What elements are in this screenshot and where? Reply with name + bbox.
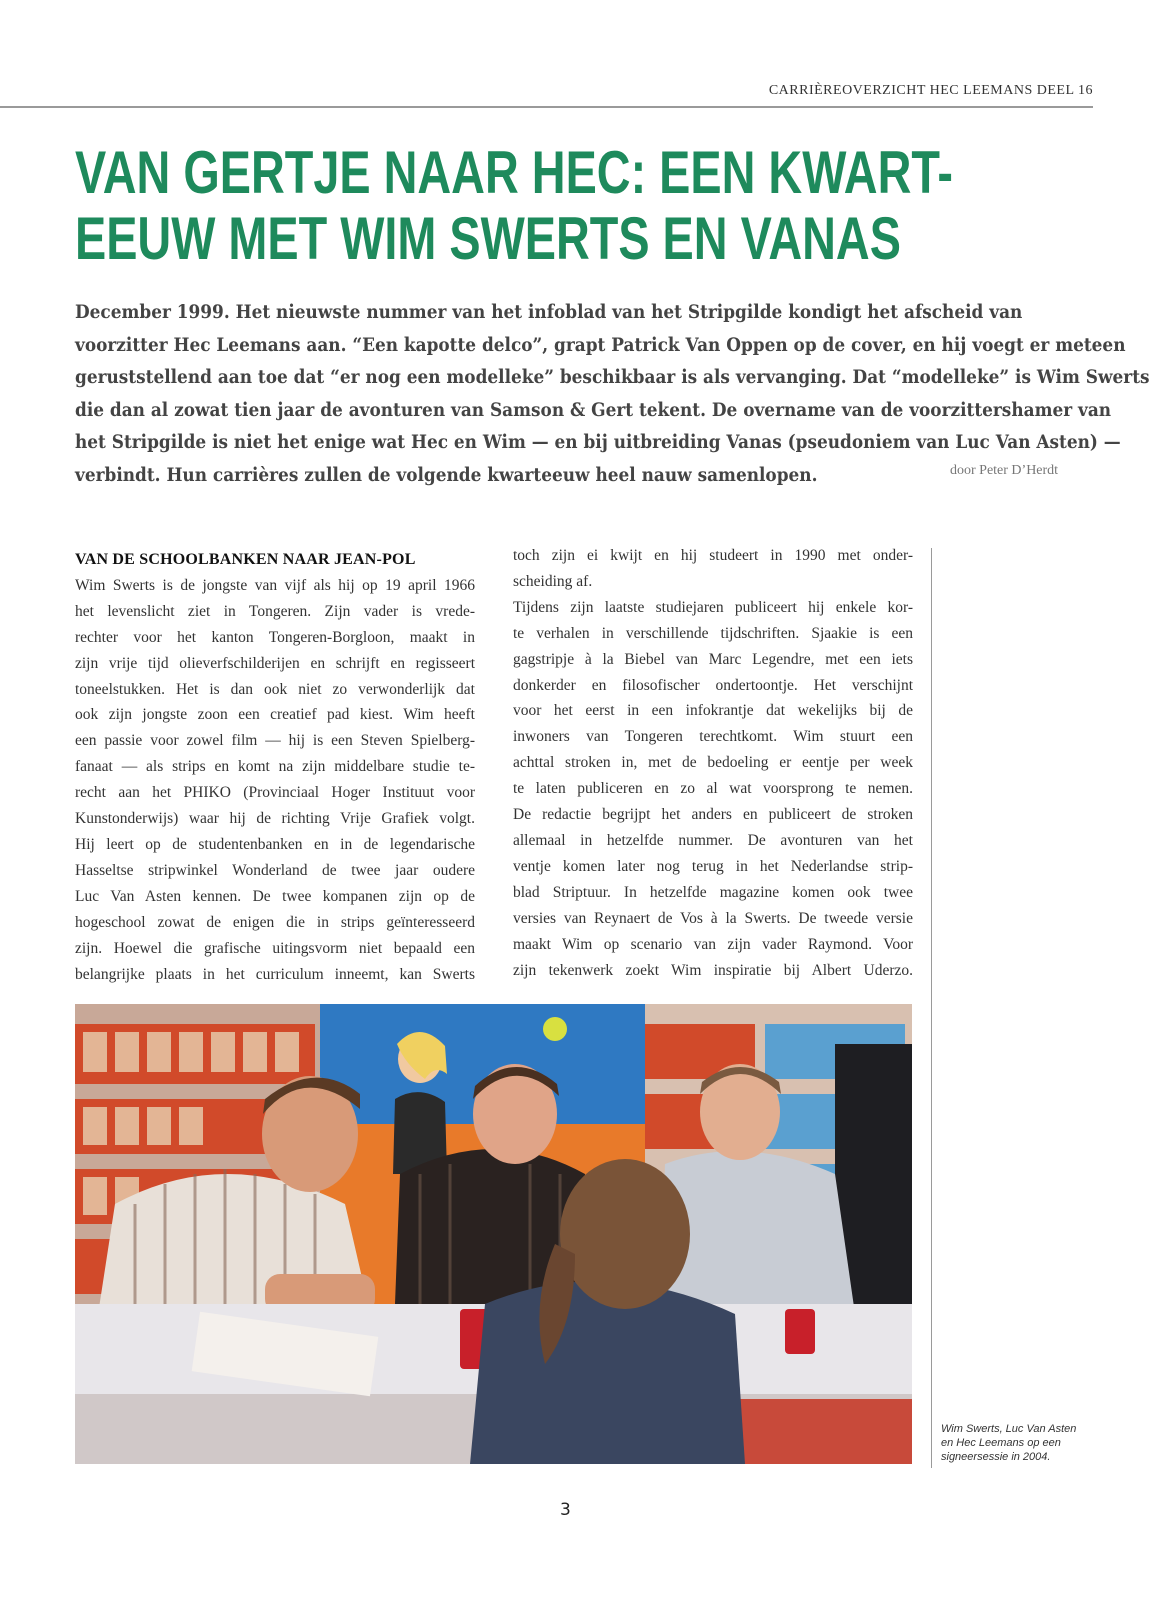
body-line: recht aan het PHIKO (Provinciaal Hoger Instituut voor [75, 784, 475, 802]
body-line: een passie voor zowel film — hij is een Steven Spielberg- [75, 732, 475, 750]
page-number: 3 [560, 1500, 571, 1520]
body-line: Luc Van Asten kennen. De twee kompanen zijn op de [75, 887, 475, 905]
running-header: CARRIÈREOVERZICHT HEC LEEMANS DEEL 16 [768, 83, 1093, 98]
body-line: fanaat — als strips en komt na zijn middelbare studie te- [75, 758, 475, 776]
title-line: EEUW MET WIM SWERTS EN VANAS [75, 205, 901, 272]
body-line: Wim Swerts is de jongste van vijf als hij op 19 april 1966 [75, 576, 475, 594]
body-line: donkerder en filosofischer ondertoontje. Het verschijnt [513, 676, 913, 694]
body-line: allemaal in hetzelfde nummer. De avonturen van het [513, 831, 913, 849]
intro-line: die dan al zowat tien jaar de avonturen van Samson & Gert tekent. De overname van de voorzittershamer van [75, 398, 1112, 421]
body-column-2 [513, 543, 913, 983]
body-line: zijn vrije tijd olieverfschilderijen en schrijft en regisseert [75, 654, 475, 672]
body-line: voor het eerst in een infokrantje dat wekelijks bij de [513, 702, 913, 720]
article-title [75, 139, 953, 272]
body-line: Tijdens zijn laatste studiejaren publiceert hij enkele kor- [513, 598, 913, 616]
title-line: VAN GERTJE NAAR HEC: EEN KWART- [75, 139, 953, 206]
header-rule [0, 106, 1093, 108]
photo-caption [941, 1422, 1081, 1464]
signing-session-photo [75, 1004, 912, 1464]
body-line: rechter voor het kanton Tongeren-Borgloon, maakt in [75, 628, 475, 646]
body-line: toneelstukken. Het is dan ook niet zo verwonderlijk dat [75, 680, 475, 698]
intro-line: December 1999. Het nieuwste nummer van het infoblad van het Stripgilde kondigt het afscheid van [75, 301, 1023, 323]
body-line: Hij leert op de studentenbanken en in de legendarische [75, 835, 475, 853]
caption-line: Wim Swerts, Luc Van Asten [941, 1423, 1077, 1435]
section-heading: VAN DE SCHOOLBANKEN NAAR JEAN-POL [75, 551, 416, 568]
body-line: maakt Wim op scenario van zijn vader Raymond. Voor [513, 935, 913, 953]
byline: door Peter D’Herdt [950, 463, 1059, 478]
body-line: het levenslicht ziet in Tongeren. Zijn vader is vrede- [75, 602, 475, 620]
body-line: te verhalen in verschillende tijdschriften. Sjaakie is een [513, 624, 913, 642]
column-rule [931, 548, 932, 1468]
intro-line: voorzitter Hec Leemans aan. “Een kapotte delco”, grapt Patrick Van Oppen op de cover, en hij voegt er meteen [75, 333, 1126, 356]
body-line: blad Striptuur. In hetzelfde magazine komen ook twee [513, 883, 913, 901]
body-line: Hasseltse stripwinkel Wonderland de twee jaar oudere [75, 861, 475, 879]
body-line: zijn tekenwerk zoekt Wim inspiratie bij Albert Uderzo. [513, 961, 913, 979]
body-line: Kunstonderwijs) waar hij de richting Vrije Grafiek volgt. [75, 810, 475, 828]
body-line: zijn. Hoewel die grafische uitingsvorm niet bepaald een [75, 939, 475, 957]
body-line: hogeschool zowat de enigen die in strips geïnteresseerd [75, 913, 475, 931]
body-line: toch zijn ei kwijt en hij studeert in 1990 met onder- [513, 547, 913, 564]
body-line: gagstripje à la Biebel van Marc Legendre, met een iets [513, 650, 913, 668]
body-line: ventje komen later nog terug in het Nederlandse strip- [513, 857, 913, 875]
body-line: belangrijke plaats in het curriculum inneemt, kan Swerts [75, 965, 475, 983]
intro-line: het Stripgilde is niet het enige wat Hec en Wim — en bij uitbreiding Vanas (pseudoniem van Luc Van Asten) — [75, 431, 1121, 453]
body-line: achttal stroken in, met de bedoeling er eentje per week [513, 754, 913, 772]
body-line: inwoners van Tongeren terechtkomt. Wim stuurt een [513, 728, 913, 746]
intro-line: geruststellend aan toe dat “er nog een modelleke” beschikbaar is als vervanging. Dat “modelleke” is Wim Swerts [75, 366, 1150, 388]
body-column-1 [75, 547, 475, 987]
intro-line: verbindt. Hun carrières zullen de volgende kwarteeuw heel nauw samenlopen. [75, 463, 818, 486]
caption-line: en Hec Leemans op een [941, 1437, 1061, 1449]
photo-illustration [75, 1004, 912, 1464]
body-line: scheiding af. [513, 572, 593, 590]
body-line: De redactie begrijpt het anders en publiceert de stroken [513, 806, 913, 824]
caption-line: signeersessie in 2004. [941, 1451, 1051, 1463]
body-line: versies van Reynaert de Vos à la Swerts. De tweede versie [513, 909, 913, 927]
body-line: te laten publiceren en zo al wat voorsprong te nemen. [513, 780, 913, 798]
body-line: ook zijn jongste zoon een creatief pad kiest. Wim heeft [75, 706, 475, 724]
